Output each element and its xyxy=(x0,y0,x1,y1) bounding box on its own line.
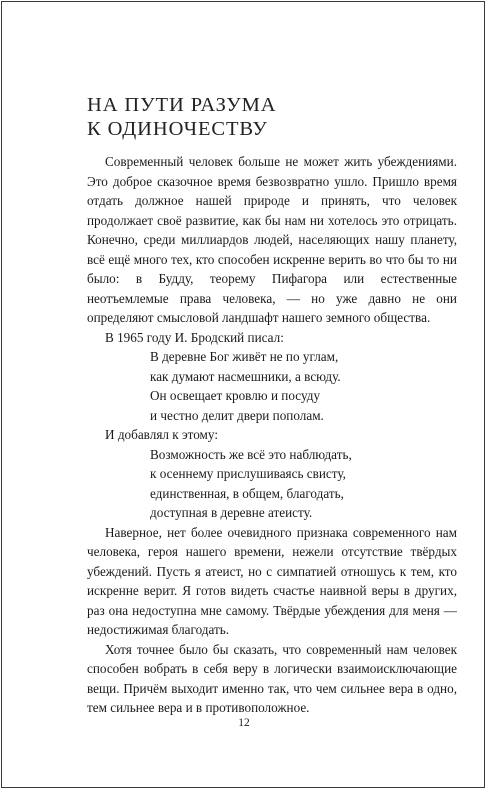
verse-line: Он освещает кровлю и посуду xyxy=(150,388,321,403)
verse-block-2 xyxy=(87,445,457,523)
body-text xyxy=(87,152,457,718)
verse-line: единственная, в общем, благодать, xyxy=(150,485,344,501)
verse-line: как думают насмешники, а всюду. xyxy=(150,368,341,384)
verse-line: и честно делит двери пополам. xyxy=(150,407,324,423)
paragraph-2: Наверное, нет более очевидного признака современного нам человека, героя нашего времени, нежели отсутствие твёрдых убеждений. Пусть я атеист, но с симпатией отношусь к тем, кто искренне верит. Я готов видеть счастье наивной веры в других, раз она недоступна мне самому. Твёрдые убеждения для меня — недостижимая благодать. xyxy=(87,524,457,637)
verse-block-1 xyxy=(87,347,457,425)
verse-line: доступная в деревне атеисту. xyxy=(150,505,313,520)
chapter-title-line-1: НА ПУТИ РАЗУМА xyxy=(87,94,277,116)
chapter-title-line-2: К ОДИНОЧЕСТВУ xyxy=(87,118,268,140)
paragraph-1: Современный человек больше не может жить убеждениями. Это доброе сказочное время безвозвратно ушло. Пришло время отдать должное нашей природе и принять, что человек продолжает своё развитие, как бы нам ни хотелось это отрицать. Конечно, среди миллиардов людей, населяющих нашу планету, всё ещё много тех, кто способен искренне верить во что бы то ни было: в Будду, теорему Пифагора или естественные неотъемлемые права человека, — но уже давно не они определяют смысловой ландшафт нашего земного общества. xyxy=(87,154,457,325)
verse-intro-1: В 1965 году И. Бродский писал: xyxy=(105,329,284,345)
verse-line: Возможность же всё это наблюдать, xyxy=(150,446,352,462)
page-number: 12 xyxy=(238,717,250,729)
verse-line: В деревне Бог живёт не по углам, xyxy=(150,349,339,364)
paragraph-3: Хотя точнее было бы сказать, что современный нам человек способен вобрать в себя веру в логически взаимоисключающие вещи. Причём выходит именно так, что чем сильнее вера в одно, тем сильнее вера и в противоположное. xyxy=(87,641,457,715)
verse-intro-2: И добавлял к этому: xyxy=(105,427,218,442)
chapter-title xyxy=(87,93,276,141)
verse-line: к осеннему прислушиваясь свисту, xyxy=(150,466,346,481)
